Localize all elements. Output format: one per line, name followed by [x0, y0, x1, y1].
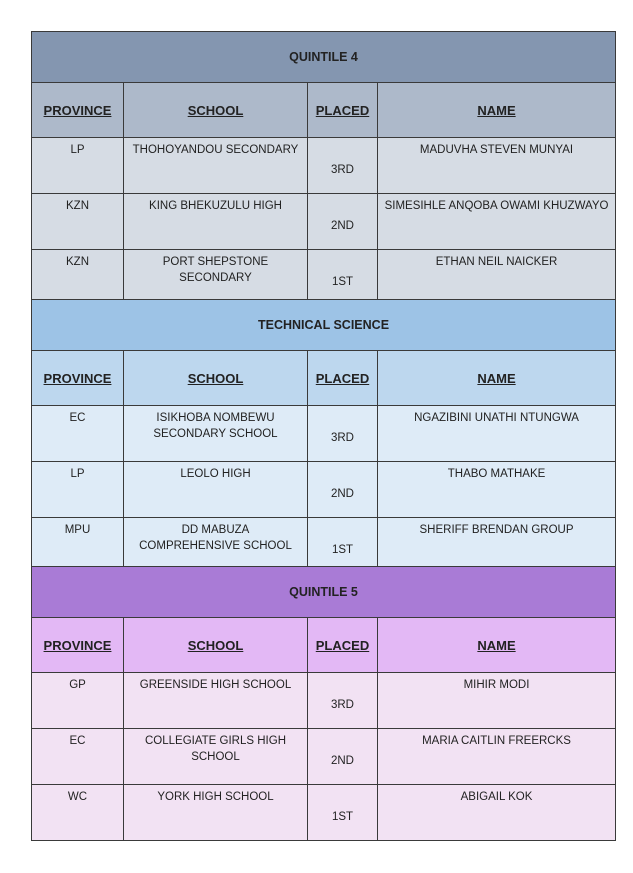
school-cell: COLLEGIATE GIRLS HIGH SCHOOL: [124, 729, 308, 785]
table-row: [32, 462, 616, 518]
table-row: [32, 194, 616, 250]
province-cell: LP: [32, 462, 124, 518]
table-row: [32, 729, 616, 785]
name-cell: NGAZIBINI UNATHI NTUNGWA: [378, 406, 616, 462]
header-school: SCHOOL: [124, 351, 308, 406]
header-placed: PLACED: [308, 351, 378, 406]
placed-cell: 2ND: [308, 729, 378, 785]
table-row: [32, 785, 616, 841]
school-cell: ISIKHOBA NOMBEWU SECONDARY SCHOOL: [124, 406, 308, 462]
placed-cell: 3RD: [308, 673, 378, 729]
name-cell: MARIA CAITLIN FREERCKS: [378, 729, 616, 785]
province-cell: LP: [32, 138, 124, 194]
results-table-technical-science: [31, 299, 616, 574]
placed-cell: 1ST: [308, 785, 378, 841]
placed-cell: 3RD: [308, 138, 378, 194]
province-cell: EC: [32, 406, 124, 462]
header-province: PROVINCE: [32, 351, 124, 406]
table-row: [32, 138, 616, 194]
province-cell: KZN: [32, 250, 124, 306]
header-school: SCHOOL: [124, 618, 308, 673]
name-cell: THABO MATHAKE: [378, 462, 616, 518]
header-province: PROVINCE: [32, 618, 124, 673]
results-table-quintile-4: [31, 31, 616, 306]
header-school: SCHOOL: [124, 83, 308, 138]
province-cell: MPU: [32, 518, 124, 574]
school-cell: DD MABUZA COMPREHENSIVE SCHOOL: [124, 518, 308, 574]
placed-cell: 2ND: [308, 194, 378, 250]
placed-cell: 2ND: [308, 462, 378, 518]
province-cell: KZN: [32, 194, 124, 250]
results-table-quintile-5: [31, 566, 616, 841]
header-name: NAME: [378, 83, 616, 138]
table-row: [32, 673, 616, 729]
province-cell: WC: [32, 785, 124, 841]
section-title: QUINTILE 5: [32, 567, 616, 618]
header-name: NAME: [378, 618, 616, 673]
name-cell: MIHIR MODI: [378, 673, 616, 729]
header-placed: PLACED: [308, 83, 378, 138]
placed-cell: 1ST: [308, 250, 378, 306]
placed-cell: 1ST: [308, 518, 378, 574]
table-row: [32, 250, 616, 306]
header-name: NAME: [378, 351, 616, 406]
province-cell: GP: [32, 673, 124, 729]
header-province: PROVINCE: [32, 83, 124, 138]
placed-cell: 3RD: [308, 406, 378, 462]
school-cell: THOHOYANDOU SECONDARY: [124, 138, 308, 194]
name-cell: SHERIFF BRENDAN GROUP: [378, 518, 616, 574]
school-cell: GREENSIDE HIGH SCHOOL: [124, 673, 308, 729]
table-row: [32, 406, 616, 462]
name-cell: ABIGAIL KOK: [378, 785, 616, 841]
section-title: QUINTILE 4: [32, 32, 616, 83]
name-cell: SIMESIHLE ANQOBA OWAMI KHUZWAYO: [378, 194, 616, 250]
header-placed: PLACED: [308, 618, 378, 673]
name-cell: MADUVHA STEVEN MUNYAI: [378, 138, 616, 194]
province-cell: EC: [32, 729, 124, 785]
section-title: TECHNICAL SCIENCE: [32, 300, 616, 351]
name-cell: ETHAN NEIL NAICKER: [378, 250, 616, 306]
school-cell: KING BHEKUZULU HIGH: [124, 194, 308, 250]
school-cell: YORK HIGH SCHOOL: [124, 785, 308, 841]
school-cell: LEOLO HIGH: [124, 462, 308, 518]
school-cell: PORT SHEPSTONE SECONDARY: [124, 250, 308, 306]
